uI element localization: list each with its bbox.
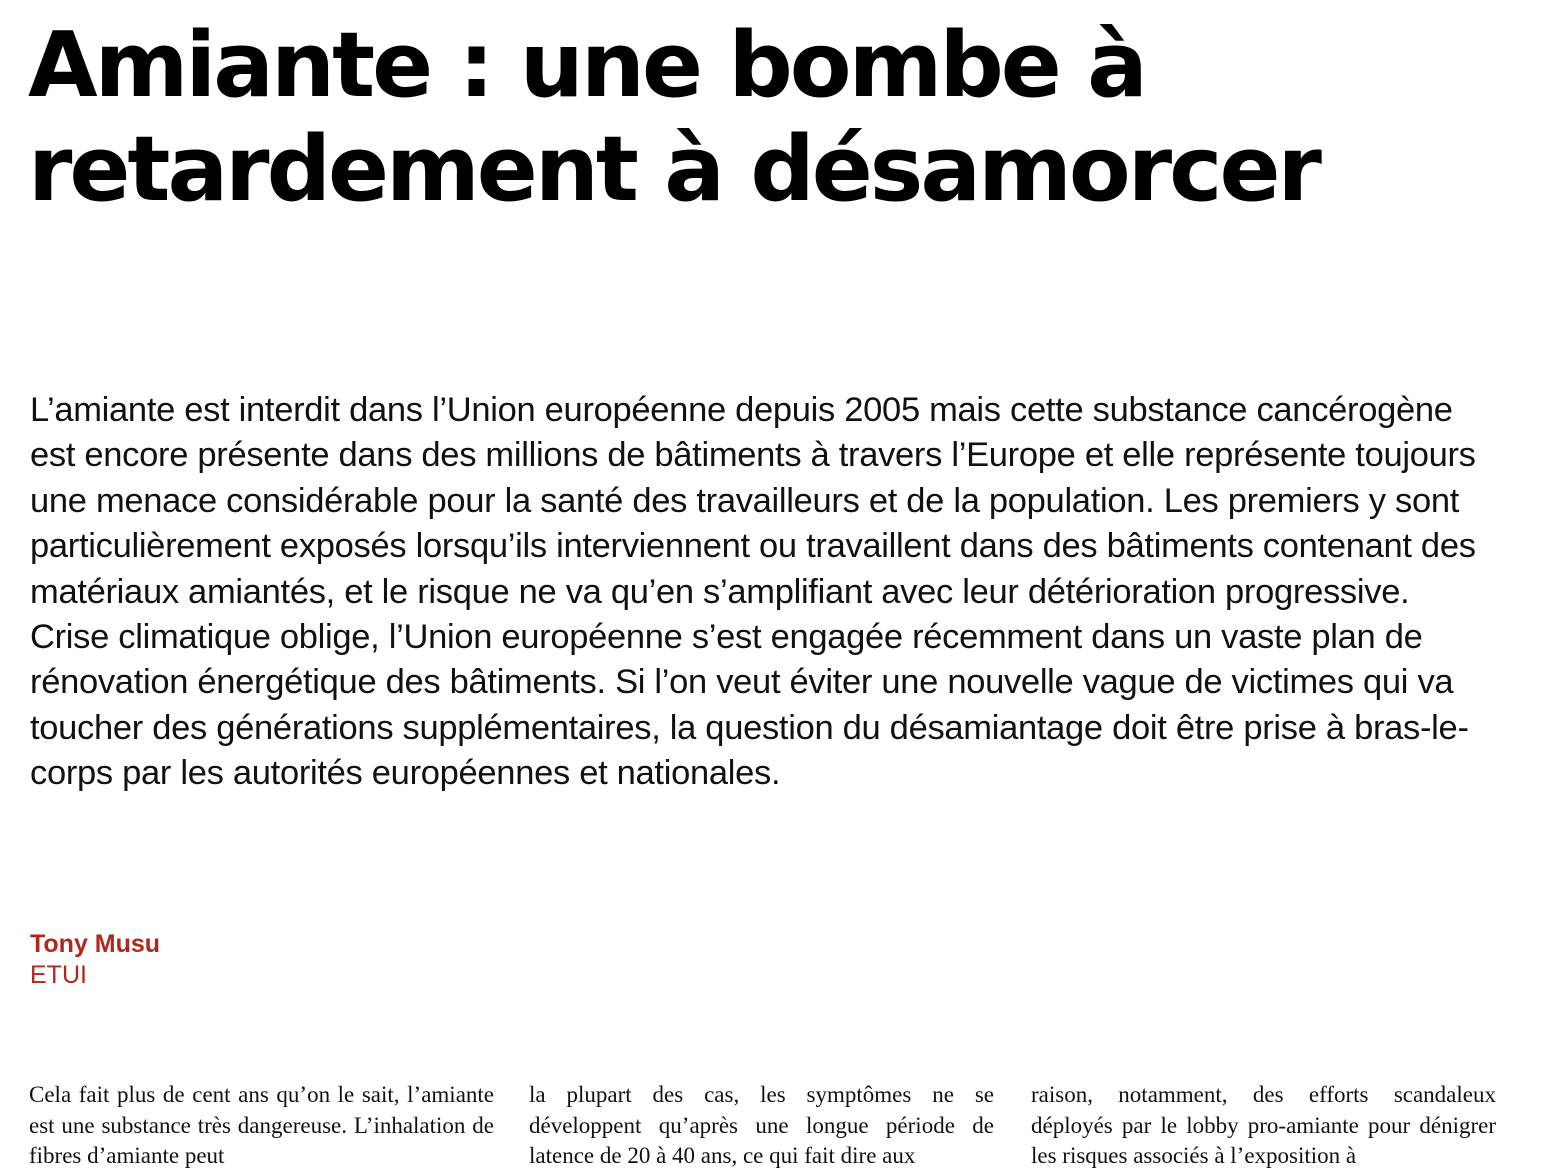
article-body: [29, 1080, 1499, 1171]
article-title: Amiante : une bombe à retardement à désamorcer: [28, 13, 1319, 222]
article-lead: L’amiante est interdit dans l’Union européenne depuis 2005 mais cette substance cancérogène est encore présente dans des millions de bâtiments à travers l’Europe et elle représente toujours une menace considérable pour la santé des travailleurs et de la population. Les premiers y sont particulièrement exposés lorsqu’ils interviennent ou travaillent dans des bâtiments contenant des matériaux amiantés, et le risque ne va qu’en s’amplifiant avec leur détérioration progressive. Crise climatique oblige, l’Union européenne s’est engagée récemment dans un vaste plan de rénovation énergétique des bâtiments. Si l’on veut éviter une nouvelle vague de victimes qui va toucher des générations supplémentaires, la question du désamiantage doit être prise à bras-le-corps par les autorités européennes et nationales.: [30, 391, 1476, 793]
body-column-3: raison, notamment, des efforts scandaleux déployés par le lobby pro-amiante pour dénigrer les risques associés à l’exposition à: [1031, 1082, 1496, 1168]
author-name: Tony Musu: [30, 930, 161, 958]
author-organization: ETUI: [30, 961, 87, 989]
body-column-1: Cela fait plus de cent ans qu’on le sait, l’amiante est une substance très dangereuse. L’inhalation de fibres d’amiante peut: [29, 1082, 494, 1168]
body-column-2: la plupart des cas, les symptômes ne se développent qu’après une longue période de latence de 20 à 40 ans, ce qui fait dire aux: [529, 1082, 994, 1168]
author-byline: [30, 928, 430, 990]
